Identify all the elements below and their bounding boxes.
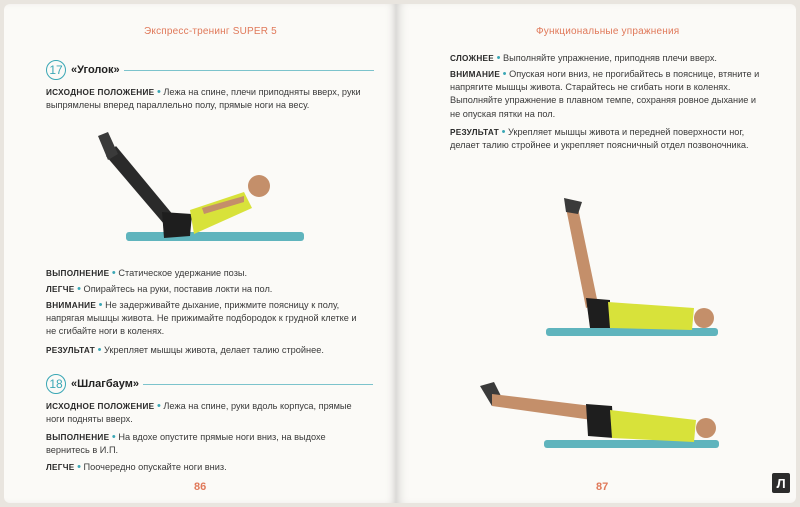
bullet-dot: • [77,283,81,295]
exercise-title: «Шлагбаум» [71,378,139,390]
head [696,418,716,438]
exercise-number-badge: 18 [46,374,66,394]
shorts [586,404,614,438]
heading-rule [124,70,374,71]
bullet-dot: • [156,86,161,98]
exercise-17-result [46,344,368,357]
label-harder: СЛОЖНЕЕ [450,54,495,63]
shirt [608,302,694,330]
exercise-17-easier [46,283,368,296]
exercise-17-heading [46,60,374,80]
attention-section [450,68,760,121]
bullet-dot: • [111,431,116,443]
text-start: Лежа на спине, руки вдоль корпуса, прямые ноги подняты вверх. [46,401,352,425]
bullet-dot: • [111,267,116,279]
leg [566,208,598,308]
text-result: Укрепляет мышцы живота, делает талию стройнее. [104,345,324,355]
exercise-17-illustration [94,126,314,251]
exercise-18-start [46,400,368,426]
mat [126,232,304,241]
page-number-left: 86 [194,481,207,493]
heading-rule [143,384,373,385]
running-head-right: Функциональные упражнения [536,26,680,37]
bullet-dot: • [77,461,81,473]
shoe [564,198,582,214]
result-section [450,126,760,152]
exercise-18-easier [46,461,368,474]
exercise-17-execution [46,267,368,280]
text-start: Лежа на спине, плечи приподняты вверх, руки выпрямлены вперед параллельно полу, прямые ноги на весу. [46,87,361,111]
label-easier: ЛЕГЧЕ [46,285,75,294]
leg [492,394,592,420]
running-head-left: Экспресс-тренинг SUPER 5 [144,26,277,37]
bullet-dot: • [502,68,507,80]
left-page [4,4,396,503]
bullet-dot: • [97,344,102,356]
label-execution: ВЫПОЛНЕНИЕ [46,269,110,278]
bullet-dot: • [501,126,506,138]
shorts [586,298,610,328]
harder-section [450,52,760,65]
label-result: РЕЗУЛЬТАТ [450,128,500,137]
text-harder: Выполняйте упражнение, приподняв плечи вверх. [503,53,717,63]
bullet-dot: • [496,52,501,64]
exercise-18-execution [46,431,368,457]
label-start: ИСХОДНОЕ ПОЛОЖЕНИЕ [46,88,155,97]
exercise-17-attention [46,299,368,339]
exercise-title: «Уголок» [71,64,120,76]
text-easier: Поочередно опускайте ноги вниз. [83,462,227,472]
label-result: РЕЗУЛЬТАТ [46,346,96,355]
text-execution: На вдохе опустите прямые ноги вниз, на выдохе вернитесь в И.П. [46,432,326,456]
label-attention: ВНИМАНИЕ [450,70,501,79]
publisher-logo-icon: Л [772,473,790,493]
shorts [162,212,192,238]
exercise-18-heading [46,374,373,394]
head [694,308,714,328]
text-attention: Опуская ноги вниз, не прогибайтесь в пояснице, втяните и напрягите мышцы живота. Старайтесь не сгибать ноги в коленях. Выполняйте упражнение в плавном темпе, сохраняя ровное дыхание и не опуская пятки на пол. [450,69,760,119]
right-page [396,4,796,503]
text-attention: Не задерживайте дыхание, прижмите поясницу к полу, напрягая мышцы живота. Не прижимайте подбородок к грудной клетке и не сгибайте ноги в коленях. [46,300,357,337]
legs-low-illustration [474,376,724,456]
bullet-dot: • [98,299,103,311]
page-number-right: 87 [596,481,609,493]
text-easier: Опирайтесь на руки, поставив локти на пол. [83,284,273,294]
shirt [610,410,696,442]
bullet-dot: • [156,400,161,412]
legs-up-illustration [544,194,724,344]
exercise-17-start [46,86,368,112]
exercise-number-badge: 17 [46,60,66,80]
label-easier: ЛЕГЧЕ [46,463,75,472]
label-start: ИСХОДНОЕ ПОЛОЖЕНИЕ [46,402,155,411]
label-attention: ВНИМАНИЕ [46,301,97,310]
text-execution: Статическое удержание позы. [118,268,248,278]
mat [546,328,718,336]
head [248,175,270,197]
label-execution: ВЫПОЛНЕНИЕ [46,433,110,442]
text-result: Укрепляет мышцы живота и передней поверхности ног, делает талию стройнее и укрепляет поясничный отдел позвоночника. [450,127,749,151]
